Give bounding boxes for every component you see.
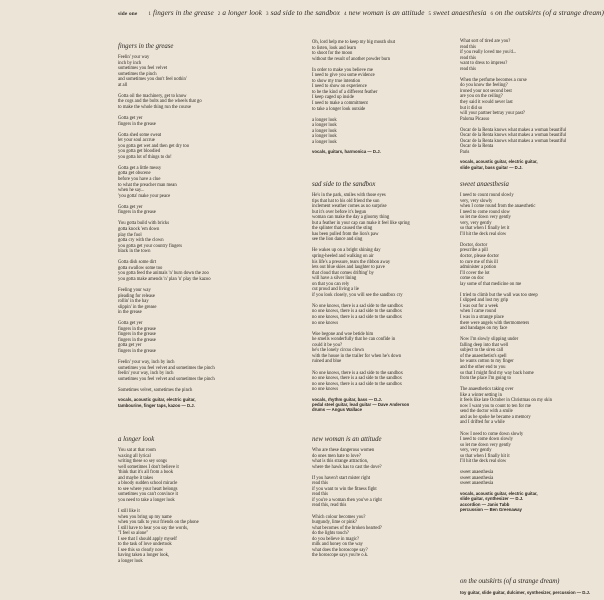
lyric-line: read this [460,55,477,61]
lyric-line: no one knows, there is a sad side to the sandbox [312,381,402,387]
lyric-line: spring-heeled and walking on air [312,254,374,260]
lyric-line: I need to give you some evidence [312,73,375,79]
lyric-line: so let me down very gently [460,442,511,448]
song-lyrics [312,40,450,145]
lyric-line: Feelin' your way, inch by inch [118,360,175,366]
lyric-line: sometimes you feel velvet and sometimes the pinch [118,376,215,382]
song-title: sad side to the sandbox [312,181,376,188]
lyric-line: Oscar de la Renta knows what makes a woman beautiful [460,138,567,144]
lyric-line: The anaesthetics taking over [460,387,514,393]
track-title: a longer look [222,9,262,17]
lyric-line: gotta cry with the clown [118,238,164,244]
side-label: side one [118,12,138,17]
credit-line: vocals, acoustic guitar, electric guitar, [460,159,538,165]
lyric-line: when you talk to your friends on the phone [118,520,199,526]
lyric-line: ruined and blue [312,359,342,365]
lyric-line: sometimes you can't convince it [118,492,178,498]
lyric-line: if you really loved me you'd... [460,50,517,56]
lyric-line: rollin' in the hay [118,299,149,305]
track-number: 1 [148,12,152,17]
track-title: on the outskirts (of a strange dream) [495,9,604,17]
lyric-line: of the anaesthetist's spell [460,353,507,359]
lyric-line: so that when I finally hit it [460,453,510,459]
lyric-line: sometimes you feel velvet [118,66,168,72]
lyric-line: sometimes you feel velvet and sometimes the pinch [118,365,215,371]
lyric-line: Which colour becomes you? [312,514,366,520]
lyric-line: could it be you? [312,342,343,348]
lyric-line: read this [460,66,477,72]
lyric-line: I still have to hear you say the words, [118,525,189,531]
lyric-line: no one knows, there is a sad side to the sandbox [312,376,402,382]
song-title: on the outskirts (of a strange dream) [460,578,560,585]
lyric-line: no one knows [312,320,339,326]
lyric-line: fingers in the grease [118,332,156,338]
lyric-line: pleading for release [118,293,155,299]
lyric-line: you gotta get wet and then get dry too [118,143,190,149]
lyric-line: sweet anaesthesia [460,470,494,476]
lyric-line: no one knows, there is a sad side to the sandbox [312,309,402,315]
song-fingers-in-the-grease [118,43,286,408]
lyric-line: sweet anaesthesia [460,475,494,481]
lyric-line: No one knows, there is a sad side to the sandbox [312,370,403,376]
lyric-line: having taken a longer look, [118,553,170,559]
lyric-line: you gotta feed the animals 'n' burn down the zoo [118,271,209,277]
lyric-line: Now I'm slowly slipping under [460,337,519,343]
lyric-line: very, very gently [460,448,492,454]
lyric-line: Gotta dish some dirt [118,260,157,266]
lyric-line: and I drifted for a while [460,420,505,426]
lyric-line: a longer look [312,134,337,140]
lyric-line: gotta get obscene [118,171,151,177]
lyric-line: falling deep into that well [460,342,509,348]
lyric-line: gotta get yer [118,343,142,349]
lyric-line: will have a silver lining [312,276,357,282]
lyric-line: cut proud and living a lie [312,287,359,293]
lyric-line: Gotta get yer [118,116,143,122]
lyric-line: I need to make a commitment [312,101,368,107]
lyric-line: there were angels with thermometers [460,320,530,326]
lyric-line: you gotta get your country fingers [118,243,182,249]
lyric-line: he wants cotton to my finger [460,359,514,365]
lyric-line: lets out blue skies and laughter to pave [312,265,385,271]
track-number: 5 [428,12,432,17]
lyric-line: fingers in the grease [118,210,156,216]
lyric-line: fingers in the grease [118,121,156,127]
lyric-line: to shoot for the moon [312,51,353,57]
lyric-line: ironed your not second best [460,88,512,94]
lyric-line: Gotta get yer [118,321,143,327]
lyric-line: fingers in the grease [118,337,156,343]
song-on-the-outskirts [460,578,596,595]
lyric-line: you need to take a longer look [118,497,175,503]
lyric-line: Oscar de la Renta knows what makes a woman beautiful [460,133,567,139]
lyric-line: the horoscope says you're o.k. [312,553,369,559]
credit-line: vocals, guitars, harmonica — D.J. [312,149,381,155]
lyric-line: Gotta get yer [118,204,143,210]
lyric-line: I'll hit the deck real slow [460,459,507,465]
lyric-line: so that I might find my way back home [460,370,534,376]
lyric-line: to show my true intention [312,78,361,84]
lyric-line: do you believe in magic? [312,536,360,542]
lyric-line: do ones men hate to love? [312,453,361,459]
song-title: new woman is an attitude [312,436,382,443]
lyric-line: milk and honey on the way [312,542,363,548]
song-title: sweet anaesthesia [460,181,509,188]
lyric-line: Gotta shed some sweat [118,132,162,138]
song-new-woman-continued [460,39,596,170]
lyric-line: administer a potion [460,265,497,271]
lyric-line: no one knows [312,387,339,393]
song-lyrics [460,193,596,487]
lyric-line: do you know the feeling? [460,83,508,89]
track-list [144,9,604,17]
lyric-line: you gotta make amends 'n' plan 'n' play the kazoo [118,276,211,282]
lyric-line: Doctor, doctor [460,242,488,248]
lyric-line: when you bring up my name [118,514,172,520]
lyric-line: read this [312,481,329,487]
lyric-line: fingers in the grease [118,348,156,354]
lyric-line: read this, read this [312,503,347,509]
lyric-line: to take a longer look outside [312,106,366,112]
lyric-line: but a feather in your cap can make it feel like spring [312,220,410,226]
lyric-line: I see this so clearly now [118,547,164,553]
lyric-line: well sometimes I don't believe it [118,464,179,470]
lyric-line: lay some of that medicine on me [460,281,522,287]
lyric-line: what becomes of the broken hearted? [312,525,382,531]
lyric-line: prescribe a pill [460,248,488,254]
lyric-line: burgundy, lime or pink? [312,520,357,526]
lyric-line: to listen, look and learn [312,45,357,51]
song-a-longer-look-continued [312,40,450,155]
song-lyrics [312,448,454,559]
lyric-line: He wakes up on a bright shining day [312,248,381,254]
lyric-line: Feelin' your way [118,55,150,60]
lyric-line: slippin' in the grease [118,304,157,310]
song-credits [460,159,596,170]
lyric-line: if you want to win the fitness fight [312,486,377,492]
lyric-line: I'll hit the deck real slow [460,231,507,237]
lyric-line: doctor, please doctor [460,254,499,260]
lyric-line: woman can make the day a gloomy thing [312,215,390,221]
lyric-line: No one knows, there is a sad side to the sandbox [312,303,403,309]
lyric-line: are you on the ceiling? [460,94,503,100]
track-number: 2 [217,12,221,17]
lyric-line: very, very slowly [460,198,493,204]
credit-line: pedal steel guitar, lead guitar — Dave Anderson [312,401,410,407]
lyric-line: from the place I'm going to [460,376,511,382]
lyric-line: they said it would never last [460,100,513,106]
lyric-line: very, very gently [460,220,492,226]
lyric-line: before you have a clue [118,177,161,183]
track-title: fingers in the grease [153,9,214,17]
lyric-line: and bandages on my face [460,326,508,332]
lyric-line: to see where your heart belongs [118,486,178,492]
lyric-line: come on doc [460,276,484,282]
lyric-line: to the task of love undertook [118,542,172,548]
lyric-line: he's the lonely circus clown [312,348,364,354]
lyric-line: If you haven't start mister right [312,475,370,481]
lyric-line: a longer look [312,123,337,129]
lyric-line: I was out for a week [460,303,499,309]
lyric-line: his life's a pressure, tears the ribbon away [312,259,391,265]
lyric-line: when I come round from the anaesthetic [460,204,536,210]
lyric-line: what is this strange attraction, [312,459,369,465]
lyric-line: 'you gotta' make your peace [118,193,171,199]
song-credits [312,397,454,413]
lyric-line: Paloma Picasso [460,116,490,122]
credit-line: drums — Angus Wallace [312,407,363,413]
lyric-line: and as he spoke he became a memory [460,414,531,420]
lyric-line: gotta swallow some too [118,265,163,271]
song-lyrics [312,193,454,393]
track-number: 6 [490,12,494,17]
lyric-line: fingers in the grease [118,326,156,332]
lyric-line: writing these so sey songs [118,459,167,465]
lyric-line: subject to the siren call [460,348,504,354]
lyric-line: let your soul accrue [118,138,155,144]
song-lyrics [460,39,596,155]
song-sad-side-to-the-sandbox [312,181,454,413]
lyric-line: to make the whole thing run the course [118,104,192,110]
lyric-line: What sort of tired are you? [460,39,511,44]
lyric-line: "I feel so alone" [118,531,149,537]
lyric-line: a bloody sudden school miracle [118,481,178,487]
lyric-line: sometimes the pinch [118,71,157,77]
lyric-line: in the grease [118,310,142,316]
lyric-line: if you're a woman then you've a right [312,497,382,503]
lyric-line: waxing all lyrical [118,453,151,459]
lyric-line: I keep caged up inside [312,95,354,101]
song-title: a longer look [118,436,155,443]
lyric-line: You gotta build with bricks [118,221,170,227]
lyric-line: on that you can rely [312,281,350,287]
lyric-line: Oscar de la Renta knows what makes a woman beautiful [460,127,567,133]
lyric-line: I need to come round slow [460,209,510,215]
lyric-line: Woe begone and woe betide him [312,331,374,337]
lyric-line: In order to make you believe me [312,67,373,73]
lyric-line: inch by inch [118,60,142,66]
lyric-line: to what the preacher man mean [118,182,177,188]
lyric-line: Feeling your way [118,287,151,293]
lyric-line: Oh, lord help me to keep my big mouth shut [312,40,396,45]
lyric-line: no one knows, there is a sad side to the sandbox [312,315,402,321]
lyric-line: Sometimes velvet, sometimes the pinch [118,387,193,393]
lyric-line: a longer look [312,139,337,145]
lyric-line: a longer look [312,128,337,134]
lyric-line: Oscar de la Renta [460,144,494,150]
lyric-line: so let me down very gently [460,215,511,221]
lyric-line: has been pulled from the lion's paw [312,231,379,237]
song-credits [460,491,596,512]
lyric-line: a longer look [312,117,337,123]
lyric-line: I'll cover the lot [460,270,490,276]
lyric-line: you gotta get bloodied [118,149,161,155]
lyric-line: where the hawk has to cast the dove? [312,464,382,470]
lyric-line: but it's over before it's begun [312,209,367,215]
track-title: new woman is an attitude [348,9,425,17]
lyric-line: see the lion dance and sing [312,237,363,243]
credit-line: toy guitar, slide guitar, dulcimer, synthesizer, percussion — D.J. [460,590,591,595]
song-credits [312,149,450,154]
credit-line: slide guitar, synthesizer — D.J. [460,496,524,502]
lyric-line: he smells wonderfully that he can confide in [312,337,396,343]
lyric-line: I slipped and lost my grip [460,298,509,304]
lyric-line: black in the town [118,249,151,255]
lyric-line: send the doctor with a smile [460,409,513,415]
lyric-line: 'think that it's all from a book [118,470,174,476]
lyric-line: play the fool [118,232,142,238]
lyric-line: want to dress to impress? [460,61,508,67]
lyric-line: like a winter setting in [460,392,502,398]
credit-line: vocals, rhythm guitar, bass — D.J. [312,396,382,402]
lyric-line: when he say... [118,188,145,194]
lyric-line: I see that I should apply myself [118,536,177,542]
track-number: 4 [344,12,347,17]
lyric-line: and sometimes you don't feel nothin' [118,77,187,83]
lyric-line: I was in a strange place [460,315,504,321]
lyric-line: with the house in the trailer for when he's down [312,353,402,359]
lyric-line: read this [312,492,329,498]
lyric-line: now I want you to count to ten for me [460,403,531,409]
lyric-line: without the result of another powder burn [312,56,391,62]
lyric-line: what does the horoscope say? [312,547,368,553]
lyric-line: will your partner betray your past? [460,111,525,117]
lyric-line: I need to show on experience [312,84,367,90]
lyric-line: that cloud that comes drifting' by [312,270,374,276]
lyric-line: to be the kind of a different feather [312,89,378,95]
lyric-line: and the other end to you [460,364,506,370]
song-lyrics [118,55,286,393]
lyric-line: Gotta oil the machinery, get to know [118,93,187,99]
lyric-line: you gotta lot of things to do! [118,154,172,160]
lyric-line: it feels like late October in Christmas on my skin [460,398,553,404]
lyric-line: at all [118,82,128,88]
lyric-line: sweet anaesthesia [460,481,494,487]
song-credits [118,397,286,408]
lyric-line: the splinter that caused the sting [312,226,373,232]
song-sweet-anaesthesia [460,181,596,512]
credit-line: percussion — Ben Greenaway [460,506,522,512]
lyric-line: the cogs and the bolts and the wheels that go [118,99,202,105]
credit-line: accordion — Janis Tabb [460,501,510,507]
lyric-line: do the lights touch? [312,531,349,537]
lyric-line: He's in the park, smiles with those eyes [312,193,386,198]
song-new-woman-is-an-attitude [312,436,454,559]
lyric-line: I need to come down slowly [460,437,513,443]
lyric-line: so that when I finally let it [460,226,510,232]
lyric-line: feelin' your way, inch by inch [118,371,174,377]
lyric-line: Now I need to come down slowly [460,431,524,437]
song-title: fingers in the grease [118,43,174,50]
credit-line: slide guitar, bass guitar — D.J. [460,164,523,170]
track-number: 3 [266,12,269,17]
lyric-line: a longer look [118,558,143,564]
track-title: sad side to the sandbox [270,9,340,17]
lyric-line: and maybe it takes [118,475,154,481]
lyric-line: You sat at that room [118,448,156,453]
lyric-line: when I came round [460,309,497,315]
lyric-line: gotta knock 'em down [118,226,160,232]
credit-line: vocals, acoustic guitar, electric guitar, [118,397,196,403]
lyric-line: to cure me of this ill [460,259,498,265]
lyric-line: if you look closely, you will see the sandbox cry [312,292,403,298]
lyric-line: tips that hat to his old friend the sun [312,198,380,204]
lyric-line: When the perfume becomes a curse [460,77,527,83]
lyric-line: Gotta get a little messy [118,165,162,171]
lyric-line: inclement weather comes as no surprise [312,204,387,210]
credit-line: tambourine, finger taps, kazoo — D.J. [118,402,195,408]
lyric-line: I need to count round slowly [460,193,514,198]
lyric-line: but it did so [460,105,483,111]
lyric-line: Paris [460,149,470,155]
track-title: sweet anaesthesia [433,9,487,17]
song-lyrics [118,448,286,564]
track-listing-header [118,9,604,17]
song-a-longer-look [118,436,286,564]
lyric-line: I tried to climb but the wall was too steep [460,292,538,298]
lyric-line: Who are these dangerous women [312,448,375,453]
lyric-line: read this [460,44,477,50]
song-credits [460,590,596,595]
lyric-line: I still like it [118,509,140,515]
credit-line: vocals, acoustic guitar, electric guitar, [460,490,538,496]
